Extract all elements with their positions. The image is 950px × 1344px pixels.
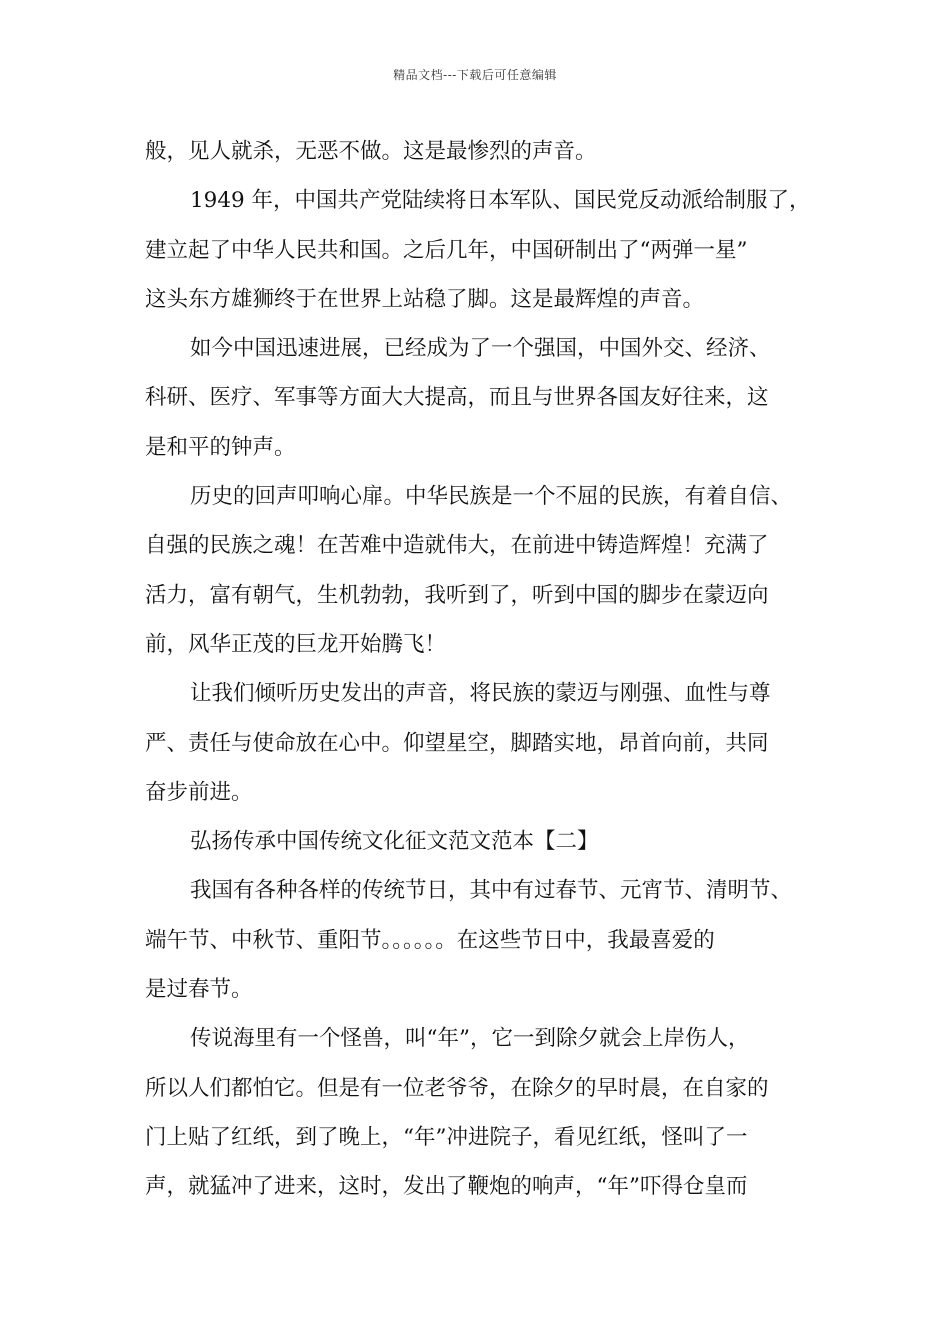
text-line: 严、责任与使命放在心中。仰望星空，脚踏实地，昂首向前，共同 <box>145 730 769 756</box>
text-line: 声，就猛冲了进来，这时，发出了鞭炮的响声，“年”吓得仓皇而 <box>145 1174 748 1200</box>
text-line: 历史的回声叩响心扉。中华民族是一个不屈的民族，有着自信、 <box>190 484 793 510</box>
text-line: 1949 年，中国共产党陆续将日本军队、国民党反动派给制服了， <box>190 188 811 214</box>
section-heading: 弘扬传承中国传统文化征文范文范本【二】 <box>190 829 599 855</box>
text-line: 是过春节。 <box>145 977 253 1003</box>
text-line: 端午节、中秋节、重阳节。。。。。。在这些节日中，我最喜爱的 <box>145 927 715 953</box>
text-line: 般，见人就杀，无恶不做。这是最惨烈的声音。 <box>145 139 597 164</box>
text-line: 所以人们都怕它。但是有一位老爷爷，在除夕的早时晨，在自家的 <box>145 1075 769 1101</box>
text-line: 传说海里有一个怪兽，叫“年”，它一到除夕就会上岸伤人， <box>190 1026 750 1052</box>
text-line: 活力，富有朝气，生机勃勃，我听到了，听到中国的脚步在蒙迈向 <box>145 582 769 608</box>
text-line: 科研、医疗、军事等方面大大提高，而且与世界各国友好往来，这 <box>145 385 769 411</box>
text-line: 如今中国迅速进展，已经成为了一个强国，中国外交、经济、 <box>190 336 771 362</box>
text-line: 这头东方雄狮终于在世界上站稳了脚。这是最辉煌的声音。 <box>145 286 705 312</box>
text-line: 自强的民族之魂！在苦难中造就伟大，在前进中铸造辉煌！充满了 <box>145 533 769 559</box>
text-line: 前，风华正茂的巨龙开始腾飞！ <box>145 631 447 657</box>
text-line: 让我们倾听历史发出的声音，将民族的蒙迈与刚强、血性与尊 <box>190 681 771 707</box>
text-line: 我国有各种各样的传统节日，其中有过春节、元宵节、清明节、 <box>190 878 793 904</box>
text-line: 门上贴了红纸，到了晚上，“年”冲进院子，看见红纸，怪叫了一 <box>145 1124 748 1150</box>
text-line: 建立起了中华人民共和国。之后几年，中国研制出了“两弹一星” <box>145 237 748 263</box>
document-body <box>145 127 825 1212</box>
text-line: 奋步前进。 <box>145 779 253 805</box>
text-line: 是和平的钟声。 <box>145 434 296 460</box>
page-header: 精品文档---下载后可任意编辑 <box>393 68 557 82</box>
